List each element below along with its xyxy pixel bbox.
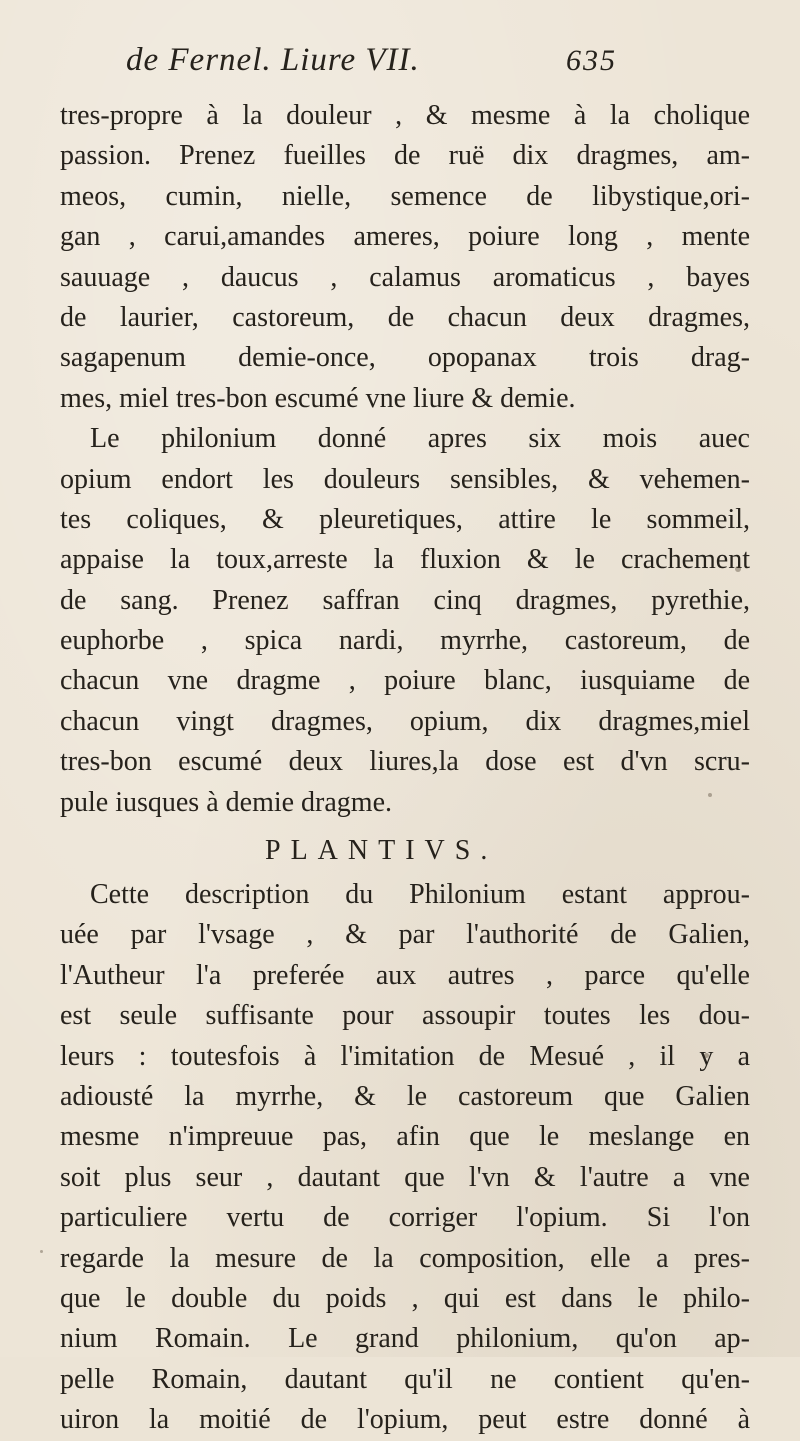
paper-speck — [222, 55, 227, 60]
text-line: pelle Romain, dautant qu'il ne contient qu'en- — [60, 1363, 750, 1395]
text-line: tres-bon escumé deux liures,la dose est d'vn scru- — [60, 746, 750, 778]
text-line: uiron la moitié de l'opium, peut estre donné à — [60, 1404, 750, 1436]
paper-speck — [360, 1180, 363, 1183]
paragraph-3 — [60, 875, 750, 1440]
text-line: de sang. Prenez saffran cinq dragmes, pyrethie, — [60, 584, 750, 616]
text-line: Le philonium donné apres six mois auec — [90, 423, 750, 455]
running-title: de Fernel. Liure VII. — [126, 42, 420, 78]
text-line: mesme n'impreuue pas, afin que le meslange en — [60, 1121, 750, 1153]
text-line: chacun vingt dragmes, opium, dix dragmes,miel — [60, 705, 750, 737]
text-line: tres-propre à la douleur , & mesme à la cholique — [60, 100, 750, 131]
text-line: chacun vne dragme , poiure blanc, iusquiame de — [60, 665, 750, 697]
text-line: soit plus seur , dautant que l'vn & l'autre a vne — [60, 1161, 750, 1193]
paper-speck — [40, 1250, 43, 1253]
text-line: mes, miel tres-bon escumé vne liure & demie. — [60, 382, 576, 414]
text-line: de laurier, castoreum, de chacun deux dragmes, — [60, 301, 750, 333]
text-line: particuliere vertu de corriger l'opium. Si l'on — [60, 1202, 750, 1234]
page-header — [0, 42, 800, 92]
text-line: l'Autheur l'a preferée aux autres , parce qu'elle — [60, 959, 750, 991]
text-line: uée par l'vsage , & par l'authorité de Galien, — [60, 919, 750, 951]
text-line: gan , carui,amandes ameres, poiure long , mente — [60, 221, 750, 253]
paper-speck — [735, 566, 741, 572]
page-number: 635 — [566, 44, 617, 77]
paragraph-2 — [60, 419, 750, 823]
text-line: sagapenum demie-once, opopanax trois drag- — [60, 342, 750, 374]
text-line: que le double du poids , qui est dans le philo- — [60, 1282, 750, 1314]
text-line: appaise la toux,arreste la fluxion & le crachement — [60, 544, 750, 576]
text-line: regarde la mesure de la composition, elle a pres- — [60, 1242, 750, 1274]
text-line: Cette description du Philonium estant approu- — [90, 879, 750, 911]
body-text — [60, 96, 750, 1441]
paper-speck — [704, 1053, 709, 1058]
text-line: meos, cumin, nielle, semence de libystique,ori- — [60, 180, 750, 212]
text-line: pule iusques à demie dragme. — [60, 786, 393, 818]
text-line: leurs : toutesfois à l'imitation de Mesué , il y a — [60, 1040, 750, 1072]
paper-speck — [708, 793, 712, 797]
section-heading: PLANTIVS. — [265, 835, 498, 867]
text-line: sauuage , daucus , calamus aromaticus , bayes — [60, 261, 750, 293]
text-line: tes coliques, & pleuretiques, attire le sommeil, — [60, 503, 750, 535]
text-line: est seule suffisante pour assoupir toutes les dou- — [60, 1000, 750, 1032]
text-line: passion. Prenez fueilles de ruë dix dragmes, am- — [60, 140, 750, 172]
text-line: adiousté la myrrhe, & le castoreum que Galien — [60, 1080, 750, 1112]
paragraph-1 — [60, 96, 750, 419]
text-line: nium Romain. Le grand philonium, qu'on ap- — [60, 1323, 750, 1355]
text-line: opium endort les douleurs sensibles, & vehemen- — [60, 463, 750, 495]
text-line: euphorbe , spica nardi, myrrhe, castoreum, de — [60, 625, 750, 657]
